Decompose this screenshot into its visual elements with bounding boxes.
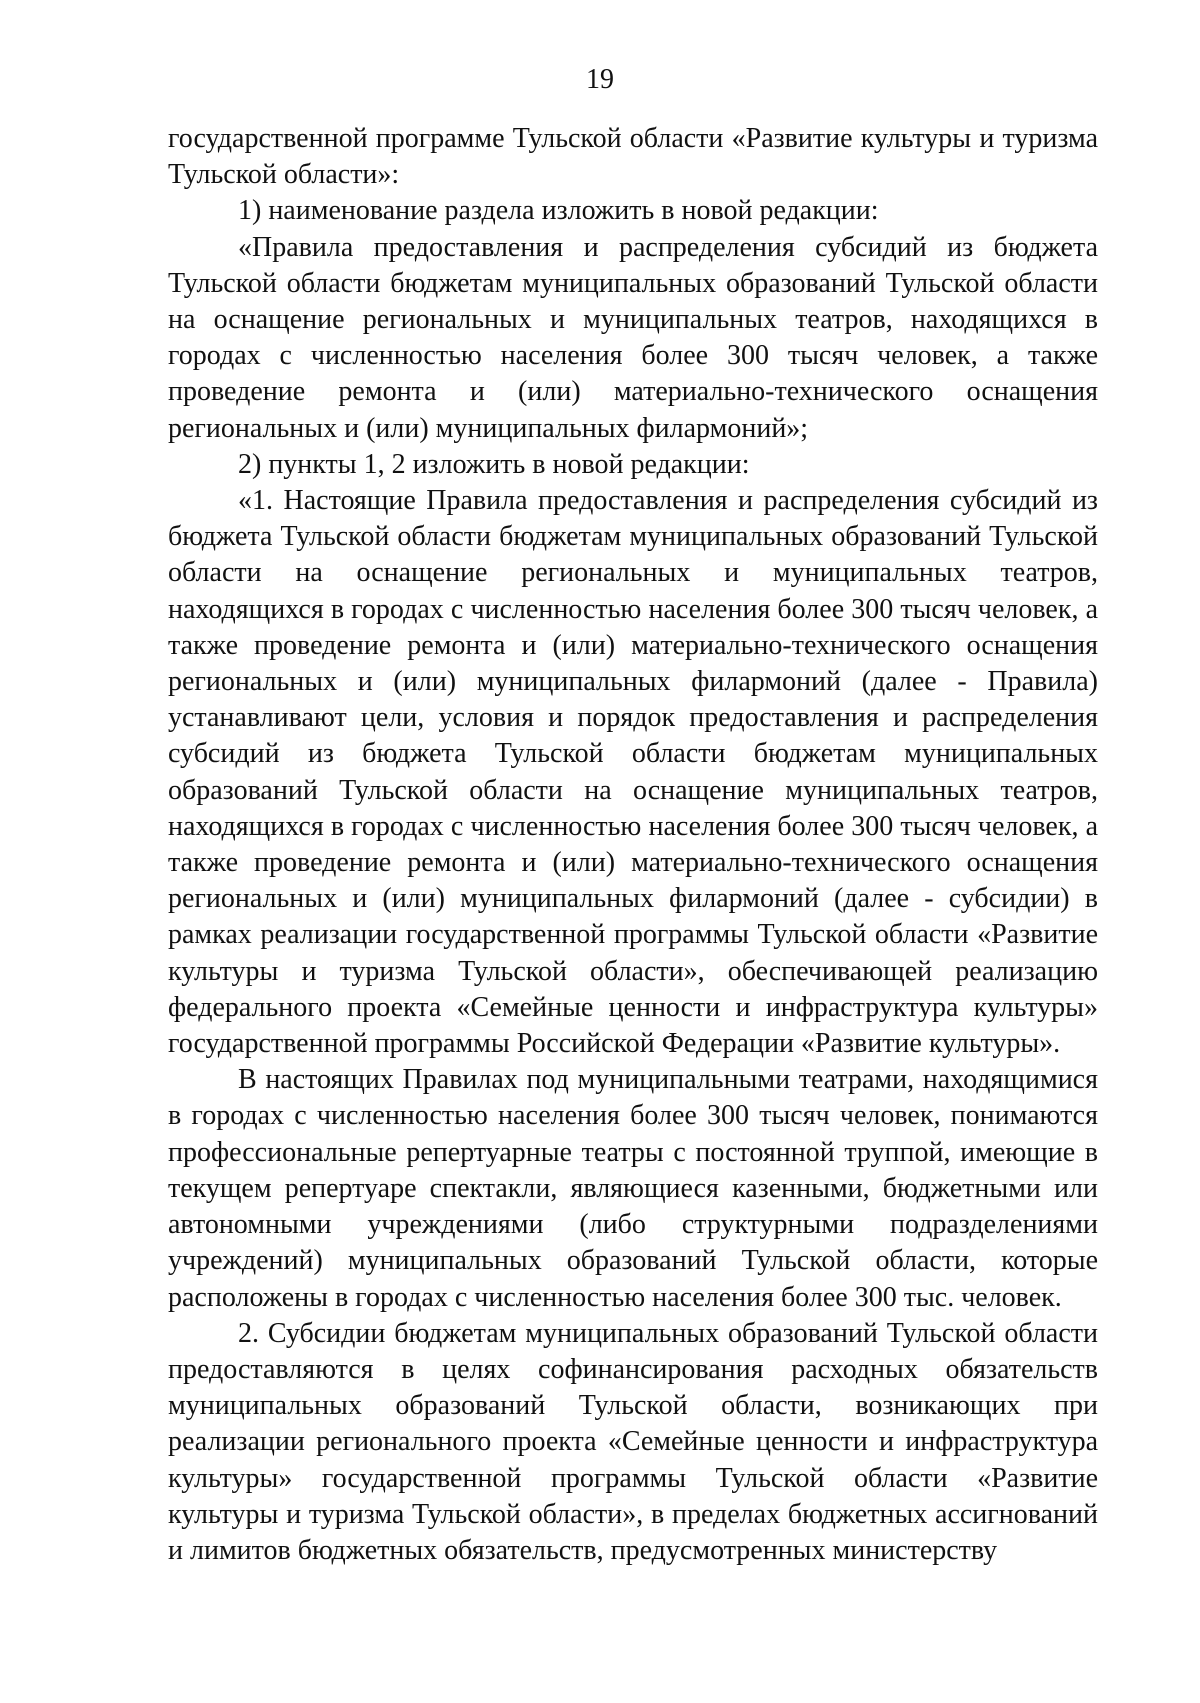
- paragraph-point-2: 2. Субсидии бюджетам муниципальных образований Тульской области предоставляются в целях софинансирования расходных обязательств муниципальных образований Тульской области, возникающих при реализации регионального проекта «Семейные ценности и инфраструктура культуры» государственной программы Тульской области «Развитие культуры и туризма Тульской области», в пределах бюджетных ассигнований и лимитов бюджетных обязательств, предусмотренных министерству: [168, 1317, 1098, 1566]
- paragraph-item-1: 1) наименование раздела изложить в новой редакции:: [238, 195, 879, 227]
- page-number: 19: [586, 64, 614, 95]
- paragraph-continuation: государственной программе Тульской области «Развитие культуры и туризма Тульской области»:: [168, 123, 1098, 191]
- paragraph-definition: В настоящих Правилах под муниципальными театрами, находящимися в городах с численностью населения более 300 тысяч человек, понимаются профессиональные репертуарные театры с постоянной труппой, имеющие в текущем репертуаре спектакли, являющиеся казенными, бюджетными или автономными учреждениями (либо структурными подразделениями учреждений) муниципальных образований Тульской области, которые расположены в городах с численностью населения более 300 тыс. человек.: [168, 1064, 1098, 1313]
- paragraph-item-2: 2) пункты 1, 2 изложить в новой редакции:: [238, 448, 750, 480]
- paragraph-section-title-quote: «Правила предоставления и распределения субсидий из бюджета Тульской области бюджетам муниципальных образований Тульской области на оснащение региональных и муниципальных театров, находящихся в городах с численностью населения более 300 тысяч человек, а также проведение ремонта и (или) материально-технического оснащения региональных и (или) муниципальных филармоний»;: [168, 231, 1098, 444]
- paragraph-point-1: «1. Настоящие Правила предоставления и распределения субсидий из бюджета Тульской области бюджетам муниципальных образований Тульской области на оснащение региональных и муниципальных театров, находящихся в городах с численностью населения более 300 тысяч человек, а также проведение ремонта и (или) материально-технического оснащения региональных и (или) муниципальных филармоний (далее - Правила) устанавливают цели, условия и порядок предоставления и распределения субсидий из бюджета Тульской области бюджетам муниципальных образований Тульской области на оснащение муниципальных театров, находящихся в городах с численностью населения более 300 тысяч человек, а также проведение ремонта и (или) материально-технического оснащения региональных и (или) муниципальных филармоний (далее - субсидии) в рамках реализации государственной программы Тульской области «Развитие культуры и туризма Тульской области», обеспечивающей реализацию федерального проекта «Семейные ценности и инфраструктура культуры» государственной программы Российской Федерации «Развитие культуры».: [168, 485, 1098, 1060]
- document-body: [168, 121, 1098, 1569]
